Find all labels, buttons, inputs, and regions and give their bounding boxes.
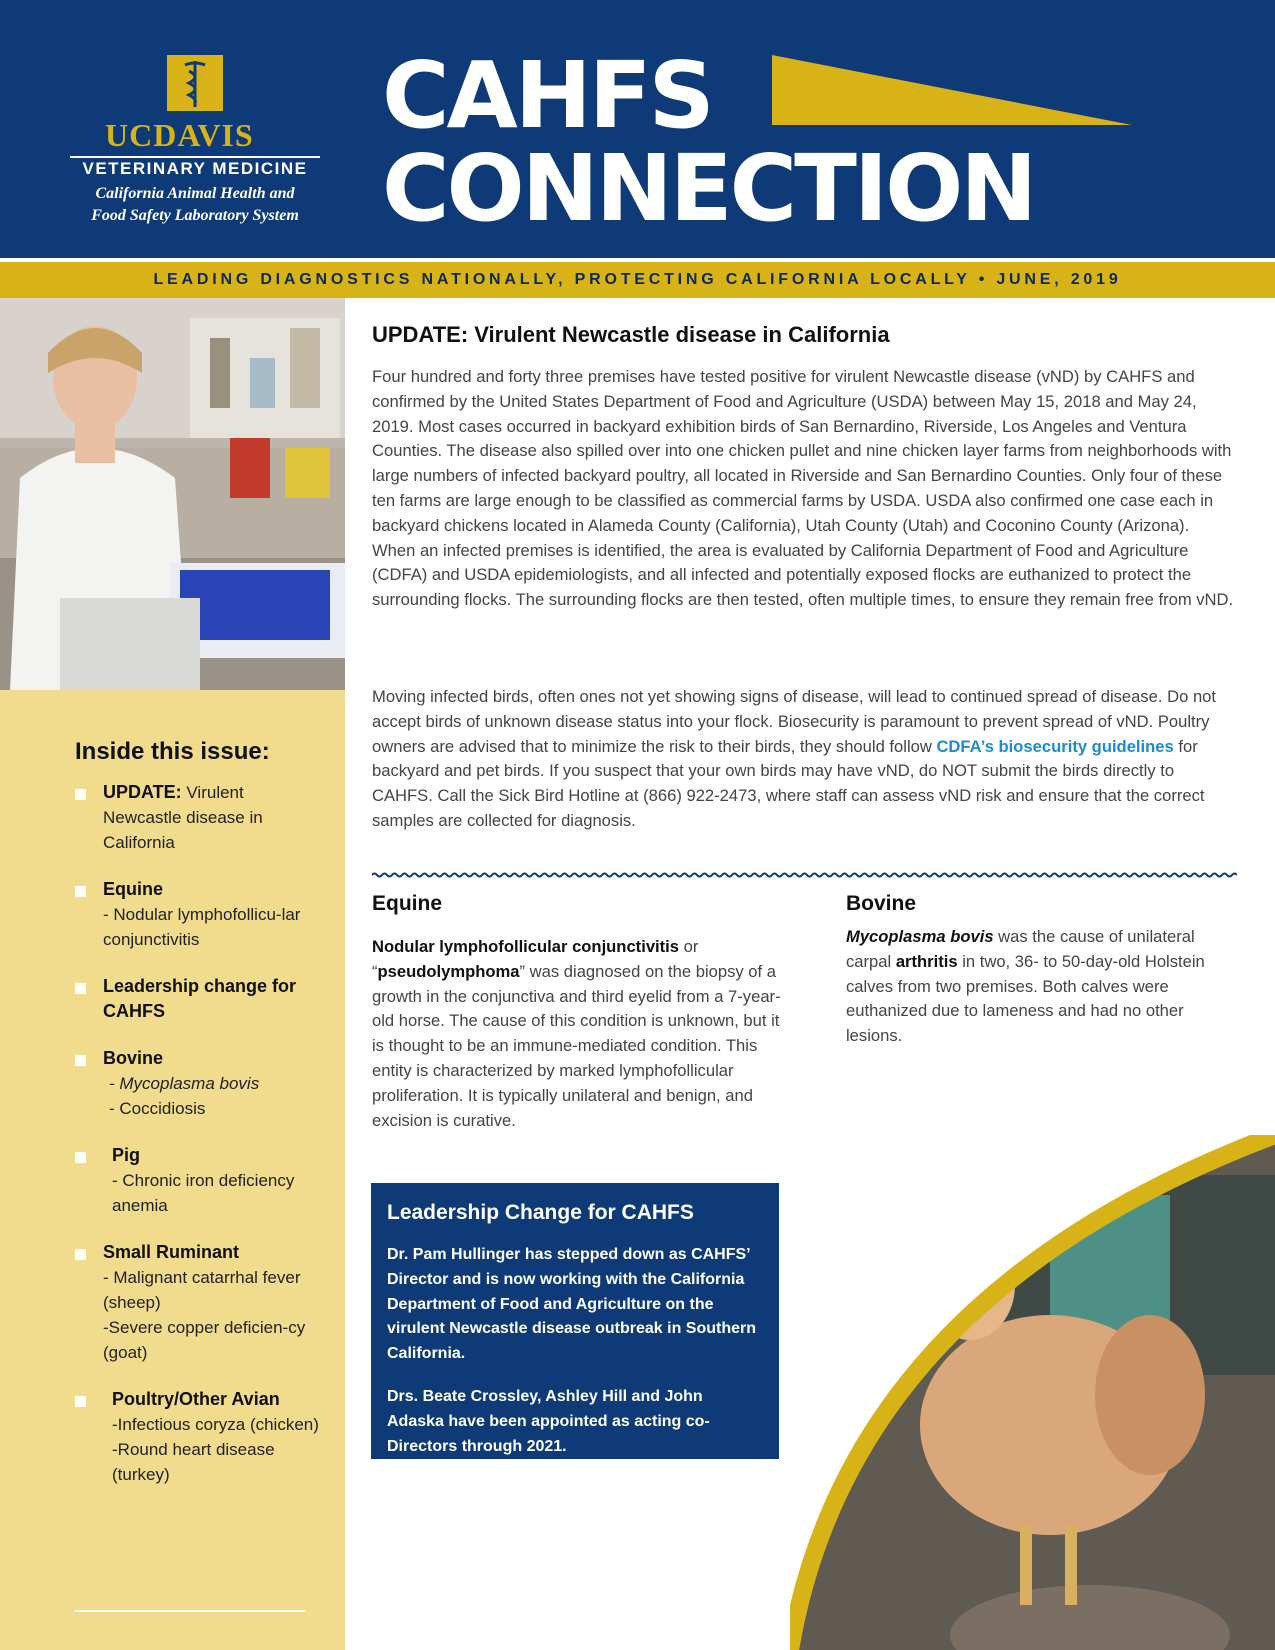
tagline-bar	[0, 262, 1275, 298]
article-paragraph-1: Four hundred and forty three premises have tested positive for virulent Newcastle disease (vND) by CAHFS and confirmed by the United States Department of Food and Agriculture (USDA) between May 15, 2018 and May 24, 2019. Most cases occurred in backyard exhibition birds of San Bernardino, Riverside, Los Angeles and Ventura Counties. The disease also spilled over into one chicken pullet and nine chicken layer farms from neighborhoods with large numbers of infected backyard poultry, all located in Riverside and San Bernardino Counties. Only four of these ten farms are large enough to be classified as commercial farms by USDA. USDA also confirmed one case each in backyard chickens located in Alameda County (California), Utah County (Utah) and Coconino County (Arizona). When an infected premises is identified, the area is evaluated by California Department of Food and Agriculture (CDFA) and USDA epidemiologists, and all infected and potentially exposed flocks are euthanized to protect the surrounding flocks. The surrounding flocks are then tested, often multiple times, to ensure they remain free from vND.	[372, 367, 1234, 610]
toc-item-sub: - Mycoplasma bovis	[109, 1074, 260, 1093]
square-bullet-icon	[75, 1396, 86, 1407]
ucdavis-wordmark: UCDAVIS	[105, 117, 254, 153]
equine-bold-term: Nodular lymphofollicular conjunctivitis	[372, 937, 680, 956]
gold-wedge-graphic	[772, 55, 1132, 125]
equine-bold-term: pseudolymphoma	[377, 961, 520, 981]
paragraph-text: Moving infected birds, often ones not yet showing signs of disease, will lead to continued spread of disease. Do not accept birds of unknown disease status into your flock. Biosecurity is paramount to prevent spread of vND. Poultry owners are advised that to minimize the risk to their birds, they should follow	[372, 687, 1217, 756]
bovine-bold-term: Mycoplasma bovis	[846, 927, 994, 946]
toc-item-leadership[interactable]	[75, 974, 325, 1024]
equine-text-part: or “	[372, 937, 699, 981]
square-bullet-icon	[75, 789, 86, 800]
inside-issue-title: Inside this issue:	[75, 738, 270, 765]
square-bullet-icon	[75, 1055, 86, 1066]
toc-item-poultry[interactable]	[75, 1387, 325, 1487]
toc-item-head: Equine	[103, 879, 164, 899]
sidebar-rule	[75, 1610, 305, 1612]
toc-item-head: Pig	[112, 1145, 141, 1165]
paragraph-text: for backyard and pet birds. If you suspect that your own birds may have vND, do NOT submit the birds directly to CAHFS. Call the Sick Bird Hotline at (866) 922-2473, where staff can assess vND risk and ensure that the correct samples are collected for diagnosis.	[372, 736, 1205, 830]
toc-item-sub: -Round heart disease (turkey)	[112, 1440, 275, 1484]
equine-text-part: ” was diagnosed on the biopsy of a growth in the conjunctiva and third eyelid from a 7-year-old horse. The cause of this condition is unknown, but it is thought to be an immune-mediated condition. This entity is characterized by marked lymphofollicular proliferation. It is typically unilateral and benign, and excision is curative.	[372, 961, 781, 1130]
leadership-paragraph-1: Dr. Pam Hullinger has stepped down as CAHFS’ Director and is now working with the California Department of Food and Agriculture on the virulent Newcastle disease outbreak in Southern California.	[387, 1246, 756, 1363]
toc-item-update[interactable]	[75, 780, 325, 855]
bovine-text-part: in two, 36- to 50-day-old Holstein calves from two premises. Both calves were euthanized due to lameness and had no other lesions.	[846, 951, 1205, 1046]
toc-item-pig[interactable]	[75, 1143, 325, 1218]
toc-item-head: Bovine	[103, 1048, 164, 1068]
equine-title: Equine	[372, 892, 443, 915]
chicken-photo	[790, 1135, 1275, 1650]
square-bullet-icon	[75, 983, 86, 994]
toc-item-sub: - Malignant catarrhal fever (sheep)	[103, 1268, 301, 1312]
bovine-text-part: was the cause of unilateral carpal	[846, 927, 1195, 971]
sidebar	[0, 298, 345, 1650]
leadership-title: Leadership Change for CAHFS	[387, 1201, 694, 1224]
toc-item-head-bold: UPDATE:	[103, 782, 182, 802]
toc-item-head: Small Ruminant	[103, 1242, 240, 1262]
toc-item-sub: - Coccidiosis	[109, 1099, 206, 1118]
article-paragraph-2	[372, 685, 1237, 834]
toc-item-sub: -Severe copper deficien-cy (goat)	[103, 1318, 306, 1362]
logo-rule	[70, 156, 320, 158]
article-title: UPDATE: Virulent Newcastle disease in California	[372, 322, 890, 347]
toc-item-sub: -Infectious coryza (chicken)	[112, 1415, 319, 1434]
toc-item-head: Leadership change for CAHFS	[103, 976, 297, 1021]
wavy-divider	[372, 872, 1237, 878]
toc-item-sub: - Chronic iron deficiency anemia	[112, 1171, 295, 1215]
bovine-text	[846, 925, 1241, 1049]
bovine-title: Bovine	[846, 892, 917, 915]
logo-subtitle-2: Food Safety Laboratory System	[91, 207, 299, 224]
toc-item-equine[interactable]	[75, 877, 325, 952]
toc-item-head: Poultry/Other Avian	[112, 1389, 280, 1409]
equine-text	[372, 935, 792, 1133]
toc-item-bovine[interactable]	[75, 1046, 325, 1121]
vetmed-label: VETERINARY MEDICINE	[82, 159, 308, 178]
leadership-box	[371, 1183, 779, 1459]
leadership-paragraph-2: Drs. Beate Crossley, Ashley Hill and John Adaska have been appointed as acting co-Directors through 2021.	[387, 1387, 710, 1455]
square-bullet-icon	[75, 1249, 86, 1260]
table-of-contents	[75, 780, 325, 1509]
biosecurity-guidelines-link[interactable]: CDFA’s biosecurity guidelines	[936, 736, 1174, 756]
square-bullet-icon	[75, 1152, 86, 1163]
toc-item-sub: - Nodular lymphofollicu-lar conjunctivitis	[103, 905, 301, 949]
masthead-line-1: CAHFS	[382, 42, 712, 149]
logo-subtitle-1: California Animal Health and	[95, 185, 295, 202]
bovine-bold-term: arthritis	[895, 951, 958, 971]
masthead-line-2: CONNECTION	[382, 135, 1035, 242]
square-bullet-icon	[75, 886, 86, 897]
toc-item-small-ruminant[interactable]	[75, 1240, 325, 1365]
masthead-banner	[0, 0, 1275, 258]
caduceus-icon	[167, 55, 223, 111]
lab-scientist-photo	[0, 298, 345, 690]
tagline: LEADING DIAGNOSTICS NATIONALLY, PROTECTING CALIFORNIA LOCALLY • JUNE, 2019	[153, 271, 1122, 288]
toc-item-head-rest: Virulent Newcastle disease in California	[103, 783, 263, 852]
